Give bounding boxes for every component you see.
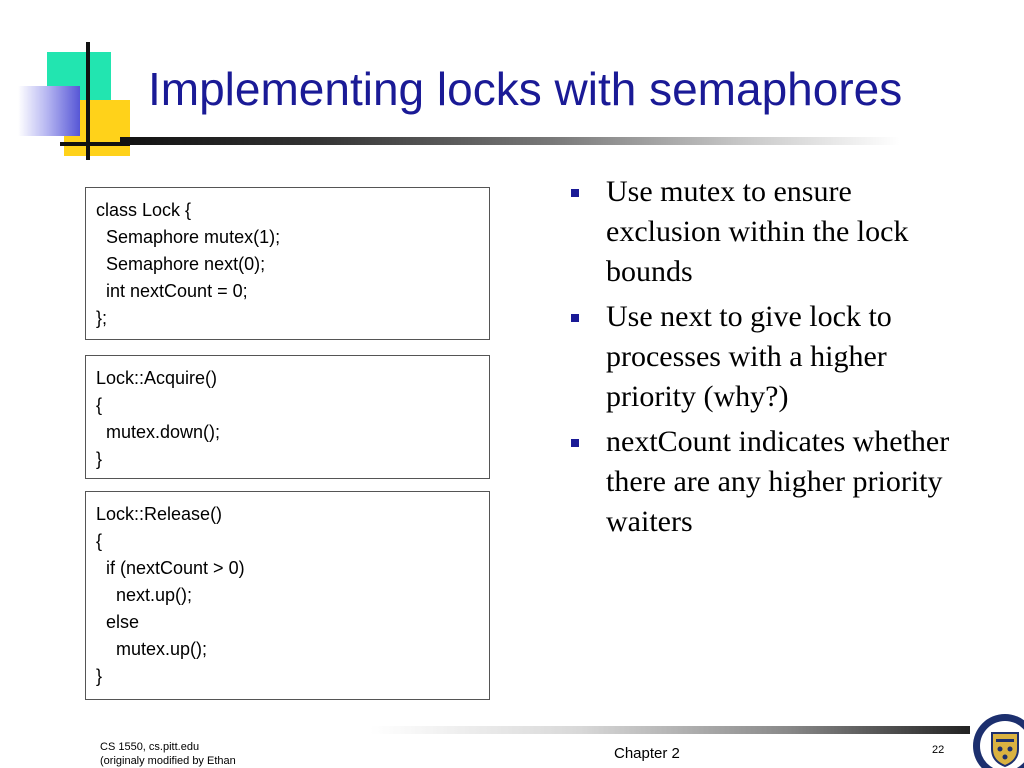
code-line: next.up(); bbox=[96, 585, 193, 605]
code-block-release bbox=[85, 491, 490, 700]
decorative-blue-square bbox=[18, 86, 80, 136]
bullet-item bbox=[566, 172, 966, 292]
footer-rule bbox=[370, 726, 970, 734]
code-block-lock-class bbox=[85, 187, 490, 340]
code-line: } bbox=[96, 449, 103, 469]
code-line: }; bbox=[96, 308, 108, 328]
footer-course-info bbox=[100, 740, 236, 768]
footer-course-line: CS 1550, cs.pitt.edu bbox=[100, 741, 200, 753]
code-line: else bbox=[96, 612, 140, 632]
bullet-item bbox=[566, 422, 966, 542]
code-line: class Lock { bbox=[96, 200, 192, 220]
university-seal-icon bbox=[972, 713, 1024, 768]
code-line: Semaphore next(0); bbox=[96, 254, 266, 274]
code-line: mutex.up(); bbox=[96, 639, 208, 659]
footer-credit-line: (originaly modified by Ethan bbox=[100, 755, 236, 767]
code-line: Lock::Release() bbox=[96, 504, 223, 524]
bullet-text: Use next to give lock to processes with a higher priority (why?) bbox=[606, 300, 892, 413]
code-block-acquire bbox=[85, 355, 490, 479]
footer-chapter: Chapter 2 bbox=[614, 745, 680, 762]
code-line: if (nextCount > 0) bbox=[96, 558, 245, 578]
code-line: int nextCount = 0; bbox=[96, 281, 248, 301]
square-bullet-icon bbox=[571, 314, 579, 322]
code-line: mutex.down(); bbox=[96, 422, 221, 442]
code-line: { bbox=[96, 395, 103, 415]
title-underline bbox=[120, 137, 900, 145]
square-bullet-icon bbox=[571, 189, 579, 197]
page-number: 22 bbox=[932, 744, 945, 756]
bullet-text: nextCount indicates whether there are any higher priority waiters bbox=[606, 425, 950, 538]
bullet-text: Use mutex to ensure exclusion within the lock bounds bbox=[606, 175, 909, 288]
code-line: Semaphore mutex(1); bbox=[96, 227, 281, 247]
bullet-item bbox=[566, 297, 966, 417]
slide-title: Implementing locks with semaphores bbox=[148, 63, 903, 115]
code-line: Lock::Acquire() bbox=[96, 368, 218, 388]
code-line: { bbox=[96, 531, 103, 551]
code-line: } bbox=[96, 666, 103, 686]
bullet-list bbox=[566, 172, 966, 547]
square-bullet-icon bbox=[571, 439, 579, 447]
